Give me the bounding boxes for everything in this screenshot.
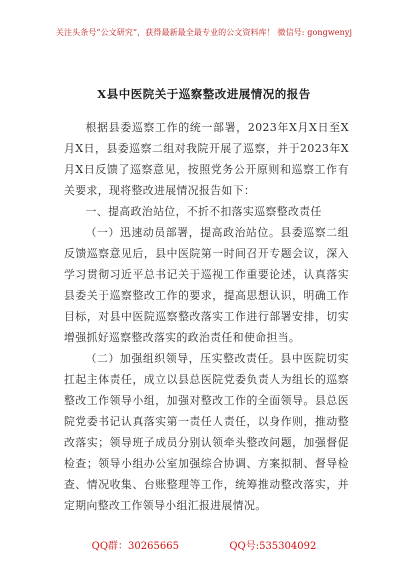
section-heading-1: 一、提高政治站位，不折不扣落实巡察整改责任: [85, 205, 322, 218]
paragraph-item-1: （一）迅速动员部署，提高政治站位。县委巡察二组反馈巡察意见后，县中医院第一时间召开专题会议，深入学习贯彻习近平总书记关于巡视工作重要论述，认真落实县委关于巡察整改工作的要求，提高思想认识，明确工作目标，对县中医院巡察整改落实工作进行部署安排，切实增强抓好巡察整改落实的政治责任和使命担当。: [64, 226, 349, 344]
qq-group-number: QQ群：30265665: [91, 541, 179, 552]
footer-contact: [0, 537, 408, 552]
qq-number: QQ号:535304092: [229, 541, 317, 552]
paragraph-intro: 根据县委巡察工作的统一部署，2023年X月X日至X月X日，县委巡察二组对我院开展了巡察，并于2023年X月X日反馈了巡察意见，按照党务公开原则和巡察工作有关要求，现将整改进展情况报告如下：: [64, 121, 349, 197]
header-banner: 关注头条号“公文研究”，获得最新最全最专业的公文资料库！ 微信号: gongwenyj: [55, 28, 353, 37]
document-title: X县中医院关于巡察整改进展情况的报告: [97, 87, 311, 101]
document-body: [64, 117, 349, 516]
paragraph-item-2: （二）加强组织领导，压实整改责任。县中医院切实扛起主体责任，成立以县总医院党委负责人为组长的巡察整改工作领导小组，加强对整改工作的全面领导。县总医院党委书记认真落实第一责任人责任，以身作则，推动整改落实；领导班子成员分别认领牵头整改问题，加强督促检查；领导小组办公室加强综合协调、方案拟制、督导检查、情况收集、台账整理等工作，统筹推动整改落实，并定期向整改工作领导小组汇报进展情况。: [64, 352, 349, 512]
